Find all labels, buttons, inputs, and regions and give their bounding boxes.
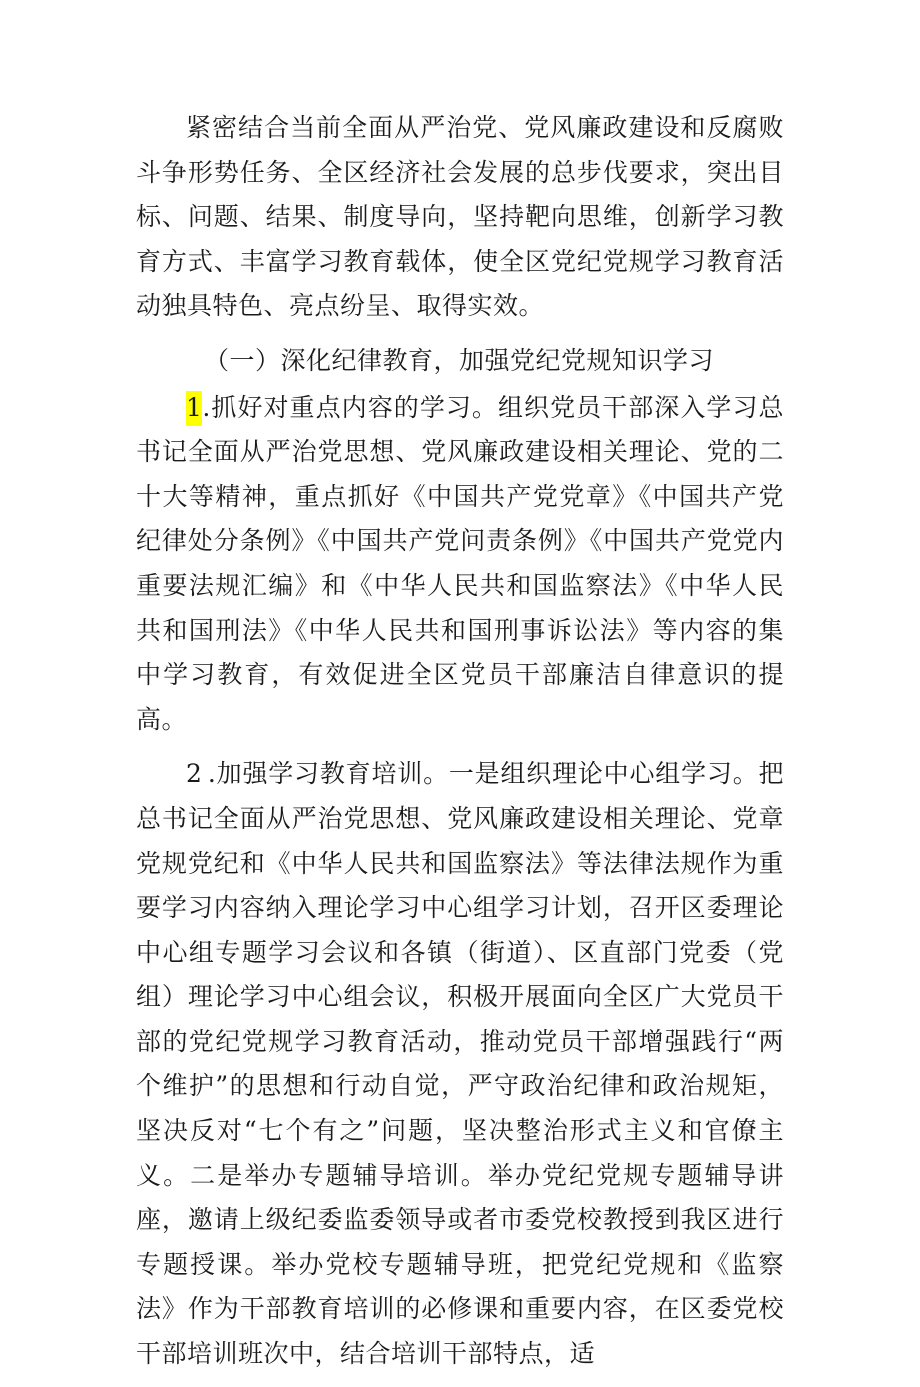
item-2-text: .加强学习教育培训。一是组织理论中心组学习。把总书记全面从严治党思想、党风廉政建设相关理论、党章党规党纪和《中华人民共和国监察法》等法律法规作为重要学习内容纳入理论学习中心组学习计划，召开区委理论中心组专题学习会议和各镇（街道）、区直部门党委（党组）理论学习中心组会议，积极开展面向全区广大党员干部的党纪党规学习教育活动，推动党员干部增强践行“两个维护”的思想和行动自觉，严守政治纪律和政治规矩，坚决反对“七个有之”问题，坚决整治形式主义和官僚主义。二是举办专题辅导培训。举办党纪党规专题辅导讲座，邀请上级纪委监委领导或者市委党校教授到我区进行专题授课。举办党校专题辅导班，把党纪党规和《监察法》作为干部教育培训的必修课和重要内容，在区委党校干部培训班次中，结合培训干部特点，适	[136, 759, 784, 1369]
section-heading: （一）深化纪律教育，加强党纪党规知识学习	[204, 345, 715, 375]
item-1-text: .抓好对重点内容的学习。组织党员干部深入学习总书记全面从严治党思想、党风廉政建设相关理论、党的二十大等精神，重点抓好《中国共产党党章》《中国共产党纪律处分条例》《中国共产党问责条例》《中国共产党党内重要法规汇编》和《中华人民共和国监察法》《中华人民共和国刑法》《中华人民共和国刑事诉讼法》等内容的集中学习教育，有效促进全区党员干部廉洁自律意识的提高。	[136, 392, 784, 734]
item-2-number: 2	[186, 759, 208, 789]
item-1-number-highlight: 1	[186, 391, 202, 426]
item-2-paragraph	[136, 752, 784, 1376]
item-1-paragraph	[136, 386, 784, 743]
document-body	[136, 106, 784, 1387]
intro-paragraph: 紧密结合当前全面从严治党、党风廉政建设和反腐败斗争形势任务、全区经济社会发展的总步伐要求，突出目标、问题、结果、制度导向，坚持靶向思维，创新学习教育方式、丰富学习教育载体，使全区党纪党规学习教育活动独具特色、亮点纷呈、取得实效。	[136, 113, 784, 321]
